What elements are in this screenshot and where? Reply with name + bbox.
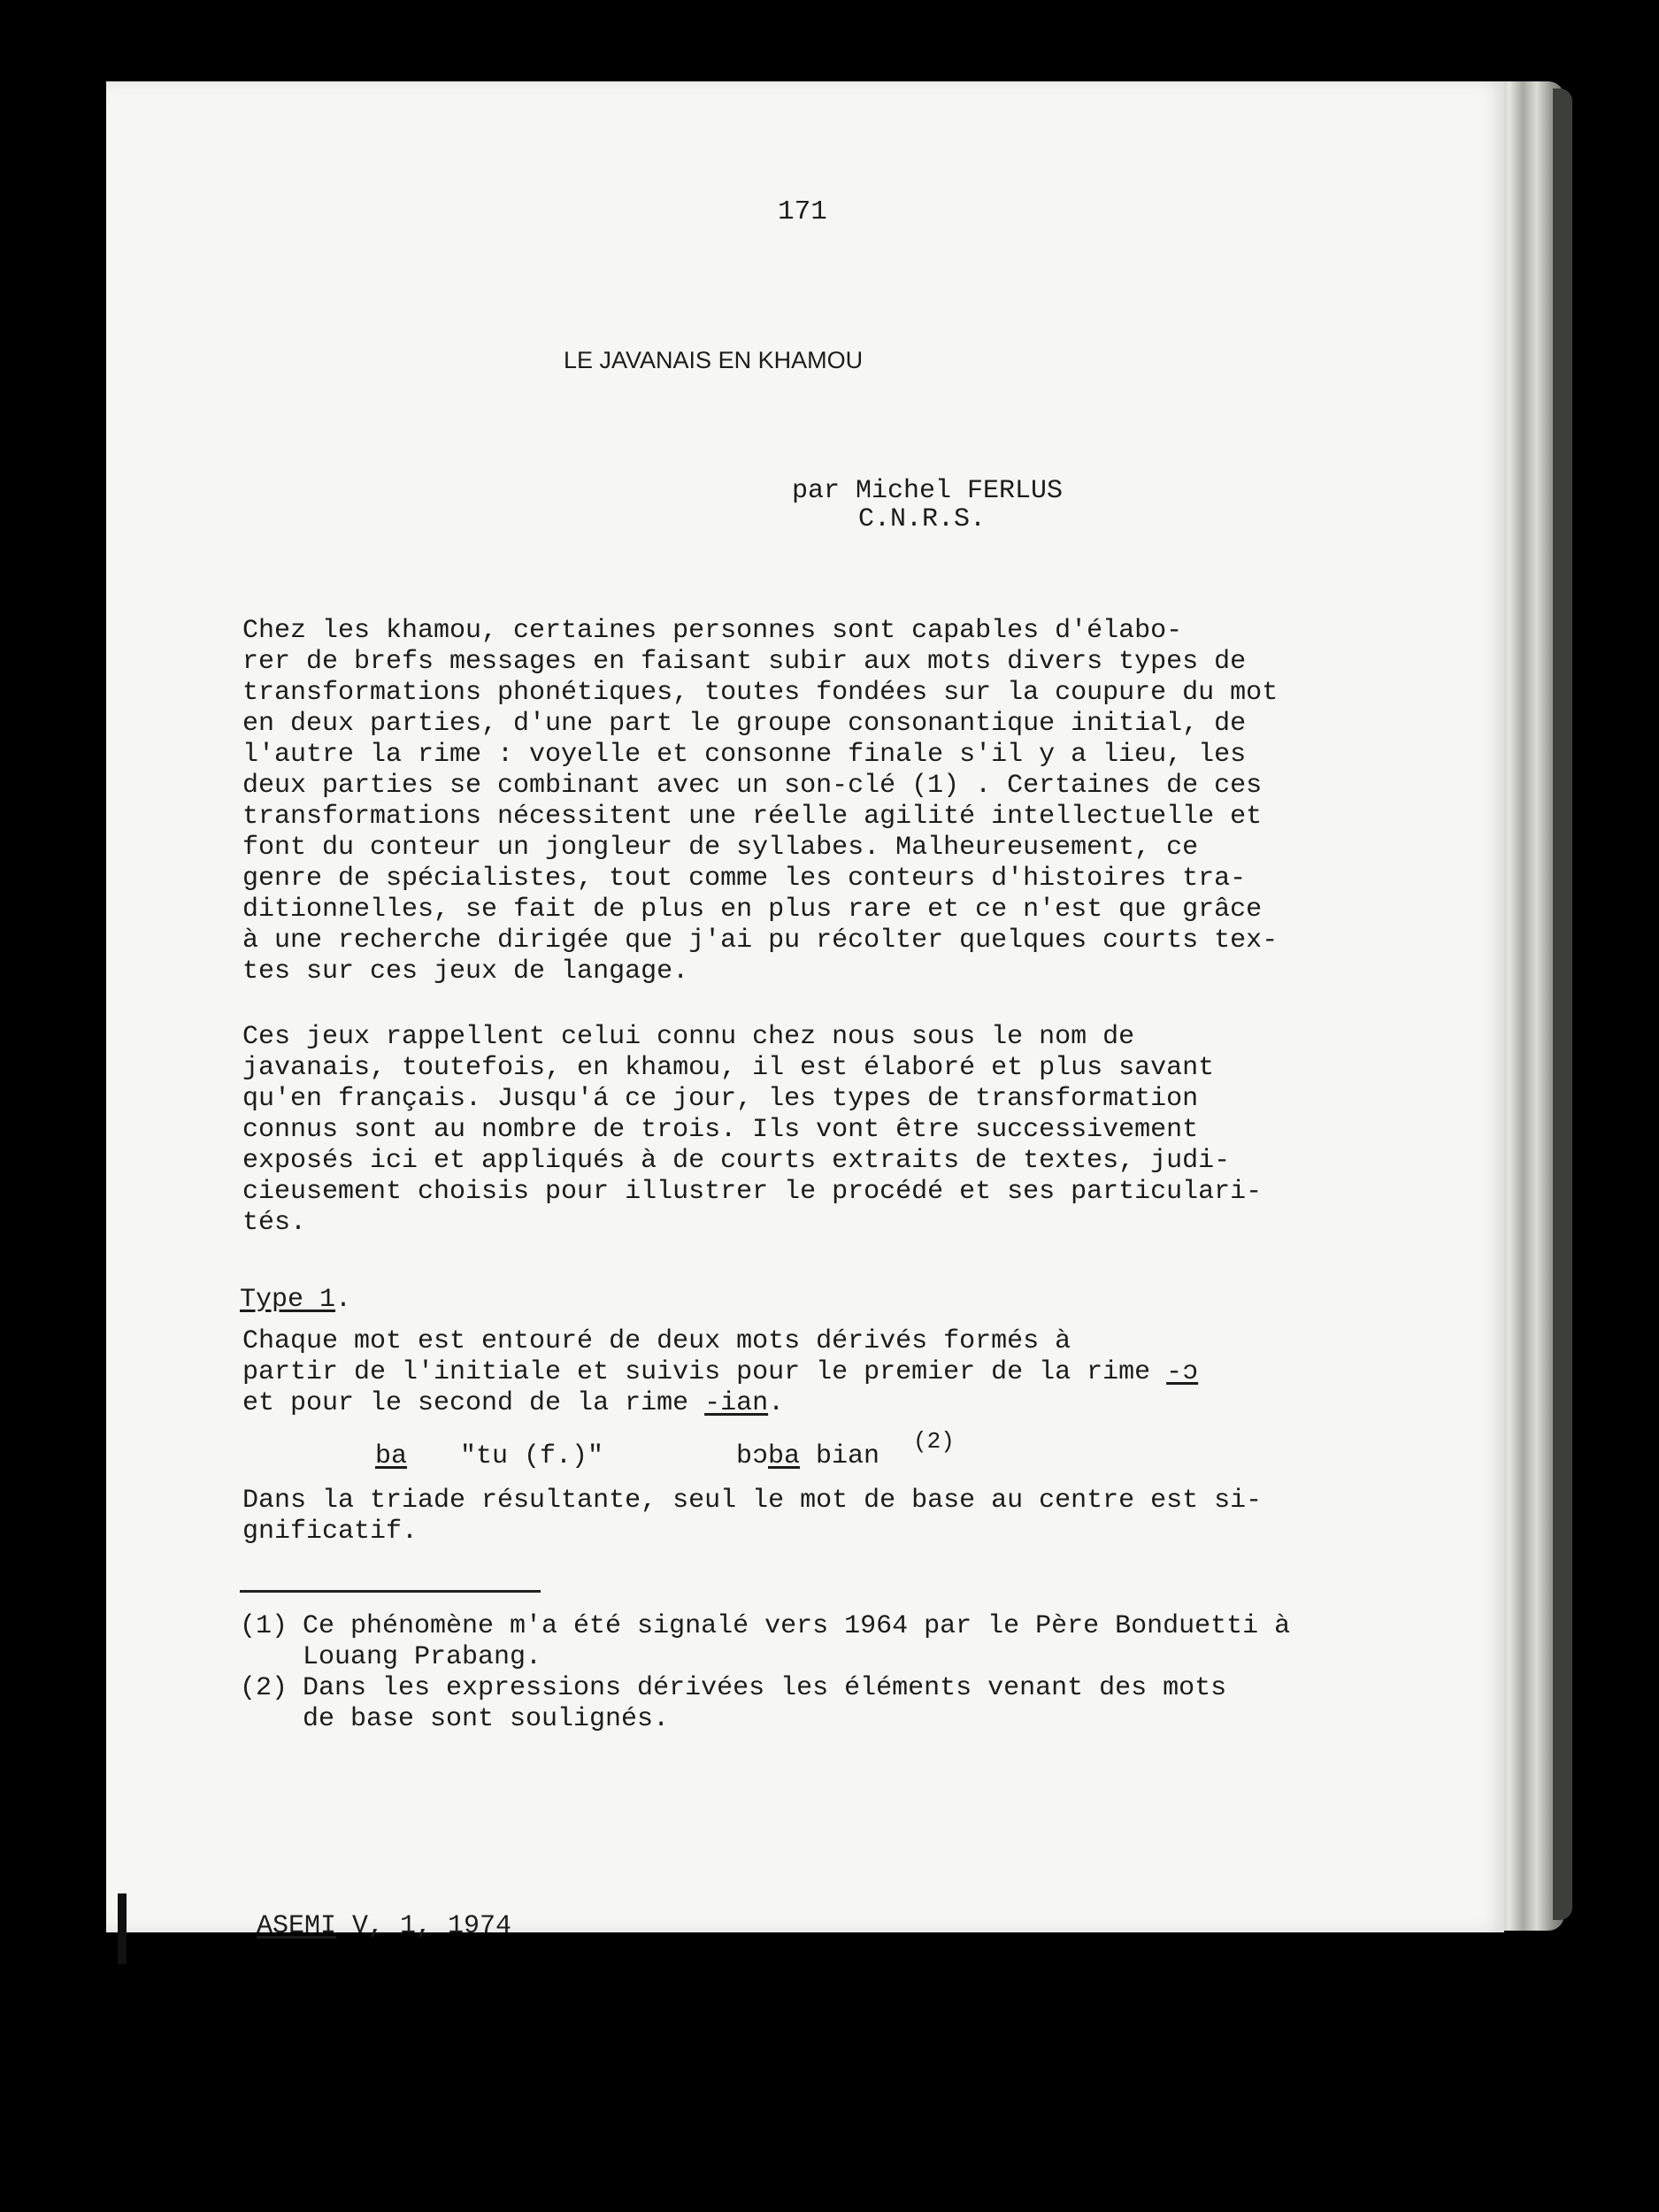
footnote-1-number: (1) — [240, 1611, 288, 1641]
example-base-word: ba — [375, 1441, 408, 1471]
paragraph-type1 — [242, 1326, 1198, 1419]
journal-issue: V, 1, 1974 — [336, 1911, 512, 1941]
type-heading-label: Type 1 — [240, 1285, 336, 1315]
paragraph-javanais: Ces jeux rappellent celui connu chez nous sous le nom de javanais, toutefois, en khamou, il est élaboré et plus savant qu'en français. Jusqu'á ce jour, les types de transformation connus sont au nombre de trois. Ils vont être successivement exposés ici et appliqués à de courts extraits de textes, judi- cieusement choisis pour illustrer le procédé et ses particulari- tés. — [242, 1022, 1263, 1238]
example-triad — [736, 1441, 879, 1471]
triad-first: bɔ — [736, 1441, 769, 1471]
type1-line2: partir de l'initiale et suivis pour le premier de la rime — [242, 1357, 1167, 1387]
binding-mark — [118, 1893, 127, 1964]
paragraph-triad: Dans la triade résultante, seul le mot de base au centre est si- gnificatif. — [242, 1486, 1263, 1547]
example-gloss: "tu (f.)" — [460, 1441, 604, 1471]
type-heading-period: . — [335, 1285, 352, 1315]
triad-last: bian — [800, 1441, 880, 1471]
footnote-1-text: Ce phénomène m'a été signalé vers 1964 par le Père Bonduetti à Louang Prabang. — [303, 1611, 1291, 1672]
example-footnote-ref: (2) — [913, 1428, 955, 1455]
section-heading-type1 — [240, 1285, 351, 1315]
type1-line3: et pour le second de la rime — [242, 1388, 705, 1418]
footnote-divider — [240, 1590, 541, 1593]
type1-line3-end: . — [768, 1388, 785, 1418]
journal-reference — [257, 1911, 511, 1941]
rime-o: -ɔ — [1166, 1357, 1199, 1387]
type1-line1: Chaque mot est entouré de deux mots dérivés formés à — [242, 1326, 1071, 1356]
page-number: 171 — [778, 196, 827, 227]
triad-base: ba — [768, 1441, 801, 1471]
journal-name: ASEMI — [257, 1911, 337, 1941]
article-title: LE JAVANAIS EN KHAMOU — [564, 347, 864, 373]
paragraph-intro: Chez les khamou, certaines personnes sont capables d'élabo- rer de brefs messages en faisant subir aux mots divers types de transformations phonétiques, toutes fondées sur la coupure du mot en deux parties, d'une part le groupe consonantique initial, de l'autre la rime : voyelle et consonne finale s'il y a lieu, les deux parties se combinant avec un son-clé (1) . Certaines de ces transformations nécessitent une réelle agilité intellectuelle et font du conteur un jongleur de syllabes. Malheureusement, ce genre de spécialistes, tout comme les conteurs d'histoires tra- ditionnelles, se fait de plus en plus rare et ce n'est que grâce à une recherche dirigée que j'ai pu récolter quelques courts tex- tes sur ces jeux de langage. — [242, 616, 1279, 987]
footnote-2-number: (2) — [240, 1673, 288, 1703]
rime-ian: -ian — [704, 1388, 769, 1418]
author-name: par Michel FERLUS — [792, 476, 1064, 506]
book-cover-edge — [1553, 88, 1572, 1920]
author-affiliation: C.N.R.S. — [858, 504, 987, 534]
footnote-2-text: Dans les expressions dérivées les éléments venant des mots de base sont soulignés. — [303, 1673, 1227, 1734]
